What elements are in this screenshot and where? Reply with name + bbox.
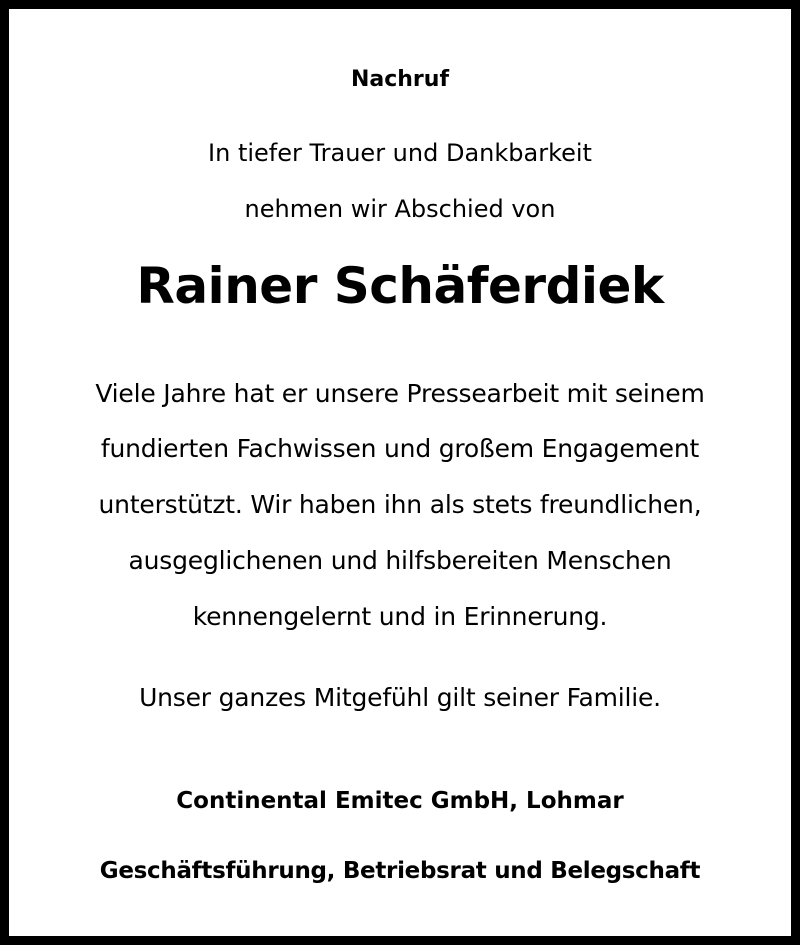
tribute-text-line: fundierten Fachwissen und großem Engagement <box>100 434 700 463</box>
signatories: Geschäftsführung, Betriebsrat und Belegschaft <box>99 858 701 884</box>
tribute-text-line: kennengelernt und in Erinnerung. <box>192 602 608 631</box>
tribute-text-line: unterstützt. Wir haben ihn als stets freundlichen, <box>98 490 702 519</box>
condolence-line: Unser ganzes Mitgefühl gilt seiner Familie. <box>139 683 661 712</box>
deceased-name: Rainer Schäferdiek <box>136 257 664 315</box>
intro-line: In tiefer Trauer und Dankbarkeit <box>208 139 592 167</box>
tribute-text-line: Viele Jahre hat er unsere Pressearbeit mit seinem <box>95 379 705 408</box>
notice-heading: Nachruf <box>350 67 450 92</box>
tribute-text-line: ausgeglichenen und hilfsbereiten Menschen <box>128 546 672 575</box>
company-name: Continental Emitec GmbH, Lohmar <box>176 788 624 814</box>
intro-line: nehmen wir Abschied von <box>244 195 556 223</box>
